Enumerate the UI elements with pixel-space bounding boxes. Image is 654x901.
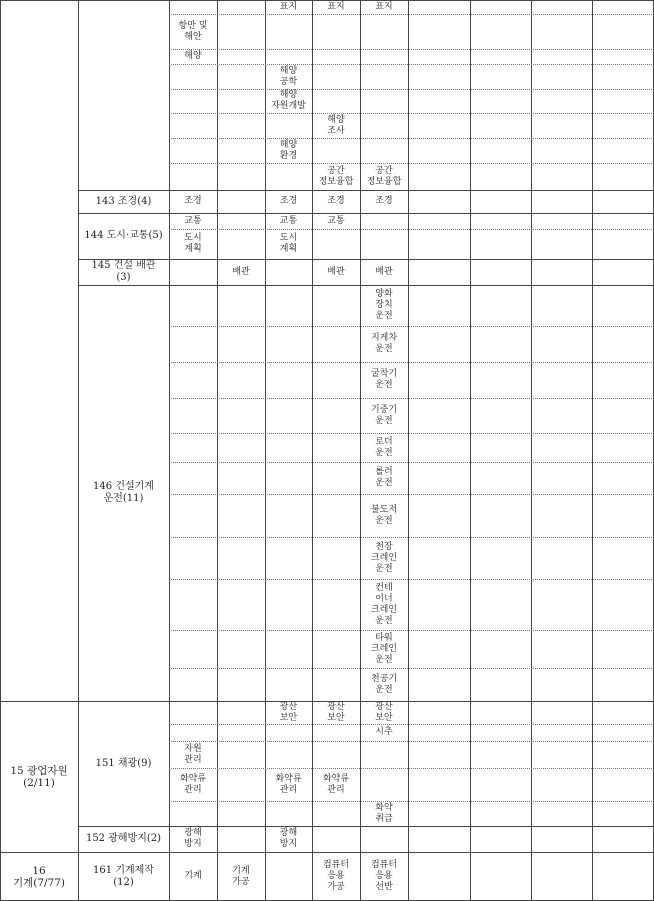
row-divider	[169, 579, 654, 580]
cell-label: 조경	[375, 196, 393, 206]
cell-label: 기계 가공	[232, 865, 250, 887]
cell-label: 조경	[279, 196, 298, 206]
cell-label: 로더 운전	[375, 436, 393, 458]
group-label: 152 광해방지(2)	[85, 833, 162, 844]
major-group-label: 16 기계(7/77)	[12, 864, 66, 889]
cell-label: 광산 보안	[279, 701, 298, 723]
cell-label: 화약류 관리	[275, 773, 302, 795]
row-divider	[169, 494, 654, 495]
row-divider	[169, 630, 654, 631]
cell-label: 배관	[327, 266, 345, 277]
row-divider	[169, 229, 654, 230]
cell-label: 불도저 운전	[370, 504, 398, 526]
col-divider	[265, 0, 266, 901]
cell-label: 시추	[375, 727, 393, 737]
cell-label: 항만 및 해안	[178, 20, 208, 42]
col-divider	[531, 0, 532, 901]
group-label: 143 조경(4)	[95, 195, 152, 207]
cell-label: 교통	[184, 215, 202, 226]
cell-label: 컴퓨터 응용 가공	[322, 860, 350, 892]
cell-label: 도시 계획	[184, 233, 202, 254]
row-divider	[169, 741, 654, 742]
cell-label: 굴착기 운전	[370, 369, 398, 390]
cell-label: 컴퓨터 응용 선반	[370, 860, 398, 892]
cell-label: 천장 크레인 운전	[370, 541, 398, 574]
cell-label: 지게차 운전	[370, 333, 398, 354]
cell-label: 조경	[327, 196, 345, 206]
cell-label: 해양	[184, 51, 202, 61]
cell-label: 교통	[279, 215, 298, 226]
cell-label: 자원 관리	[184, 743, 202, 765]
cell-label: 조경	[184, 196, 202, 206]
cell-label: 해양 자원개발	[271, 90, 306, 111]
cell-label: 도시 계획	[279, 233, 298, 254]
row-divider	[169, 113, 654, 114]
row-divider	[169, 362, 654, 363]
cell-label: 롤러 운전	[375, 467, 393, 488]
cell-label: 표지	[279, 1, 298, 12]
cell-label: 광해 방지	[279, 828, 298, 849]
cell-label: 타워 크레인 운전	[370, 632, 398, 665]
cell-label: 해양 공학	[279, 65, 298, 87]
row-divider	[169, 668, 654, 669]
cell-label: 배관	[375, 266, 393, 277]
row-divider	[169, 801, 654, 802]
row-divider	[169, 433, 654, 434]
cell-label: 화약류 관리	[179, 773, 207, 795]
row-divider	[169, 64, 654, 65]
cell-label: 표지	[327, 1, 345, 12]
row-divider	[169, 89, 654, 90]
cell-label: 해양 조사	[327, 114, 345, 136]
row-divider	[169, 138, 654, 139]
row-divider	[169, 49, 654, 50]
row-divider	[169, 768, 654, 769]
cell-label: 교통	[327, 215, 345, 226]
cell-label: 배관	[232, 266, 250, 277]
cell-label: 공간 정보융합	[318, 165, 354, 187]
cell-label: 해양 환경	[279, 139, 298, 161]
cell-label: 표지	[375, 1, 393, 12]
row-divider	[169, 326, 654, 327]
col-divider	[408, 0, 409, 901]
row-divider	[169, 398, 654, 399]
cell-label: 공간 정보융합	[366, 165, 402, 187]
group-label: 151 채광(9)	[95, 757, 152, 769]
row-divider	[169, 537, 654, 538]
group-label: 145 건설 배관 (3)	[91, 260, 156, 283]
cell-label: 화약 취급	[375, 802, 393, 824]
group-label: 144 도시·교통(5)	[84, 230, 163, 241]
row-divider	[169, 163, 654, 164]
cell-label: 양화 장치 운전	[375, 289, 393, 321]
cell-label: 광산 보안	[375, 701, 393, 723]
group-label: 161 기계제작 (12)	[93, 864, 154, 888]
row-divider	[169, 462, 654, 463]
cell-label: 광산 보안	[327, 701, 345, 723]
col-divider	[592, 0, 593, 901]
row-divider	[169, 724, 654, 725]
row-divider	[169, 14, 654, 15]
cell-label: 천공기 운전	[370, 673, 398, 695]
cell-label: 기중기 운전	[370, 404, 398, 426]
col-divider	[217, 0, 218, 901]
group-label: 146 건설기계 운전(11)	[93, 481, 154, 504]
cell-label: 광해 방지	[184, 828, 202, 849]
col-divider	[470, 0, 471, 901]
cell-label: 컨테 이너 크레인 운전	[370, 582, 398, 626]
cell-label: 화약류 관리	[322, 773, 350, 795]
cell-label: 기계	[184, 871, 202, 881]
major-group-label: 15 광업자원 (2/11)	[10, 764, 68, 789]
